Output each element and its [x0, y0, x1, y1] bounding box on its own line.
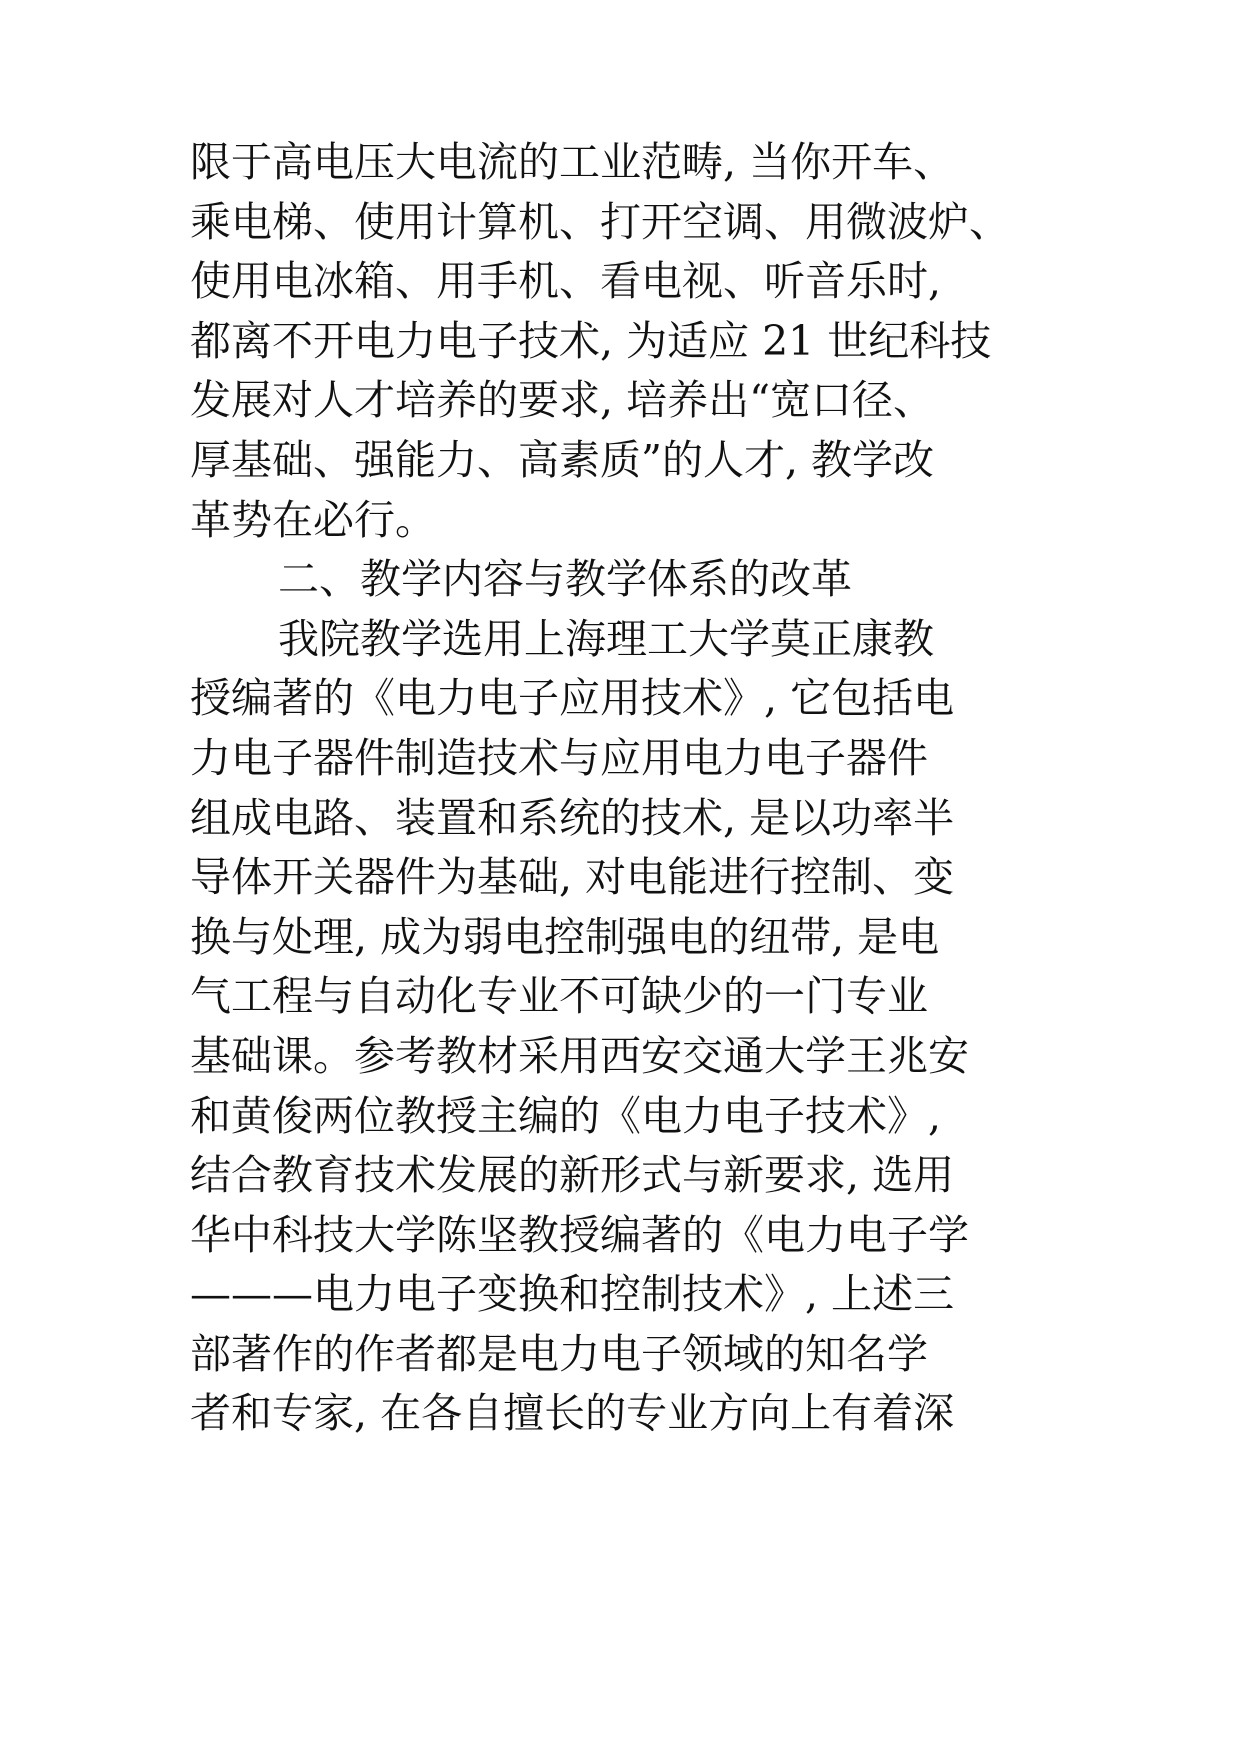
text-line: 力电子器件制造技术与应用电力电子器件	[190, 733, 928, 782]
text-line: 华中科技大学陈坚教授编著的《电力电子学	[190, 1210, 969, 1259]
text-line: 换与处理, 成为弱电控制强电的纽带, 是电	[190, 912, 940, 961]
section-heading: 二、教学内容与教学体系的改革	[278, 555, 852, 604]
text-line: ———电力电子变换和控制技术》, 上述三	[190, 1270, 955, 1319]
text-line: 气工程与自动化专业不可缺少的一门专业	[190, 972, 928, 1021]
text-line: 者和专家, 在各自擅长的专业方向上有着深	[190, 1389, 955, 1438]
text-line: 使用电冰箱、用手机、看电视、听音乐时,	[190, 257, 942, 306]
text-line: 导体开关器件为基础, 对电能进行控制、变	[190, 853, 955, 902]
text-line: 厚基础、强能力、高素质”的人才, 教学改	[190, 435, 935, 484]
text-line: 结合教育技术发展的新形式与新要求, 选用	[190, 1151, 955, 1200]
text-line: 基础课。参考教材采用西安交通大学王兆安	[190, 1031, 969, 1080]
text-line: 乘电梯、使用计算机、打开空调、用微波炉、	[190, 197, 1010, 246]
text-line: 和黄俊两位教授主编的《电力电子技术》,	[190, 1091, 942, 1140]
text-line: 都离不开电力电子技术, 为适应 21 世纪科技	[190, 316, 992, 365]
text-line: 革势在必行。	[190, 495, 436, 544]
body-text	[190, 133, 1190, 1444]
text-line: 授编著的《电力电子应用技术》, 它包括电	[190, 674, 955, 723]
text-line: 限于高电压大电流的工业范畴, 当你开车、	[190, 138, 955, 186]
paragraph-first-line: 我院教学选用上海理工大学莫正康教	[278, 614, 934, 663]
text-line: 部著作的作者都是电力电子领域的知名学	[190, 1329, 928, 1378]
text-line: 发展对人才培养的要求, 培养出“宽口径、	[190, 376, 935, 425]
text-line: 组成电路、装置和系统的技术, 是以功率半	[190, 793, 955, 842]
